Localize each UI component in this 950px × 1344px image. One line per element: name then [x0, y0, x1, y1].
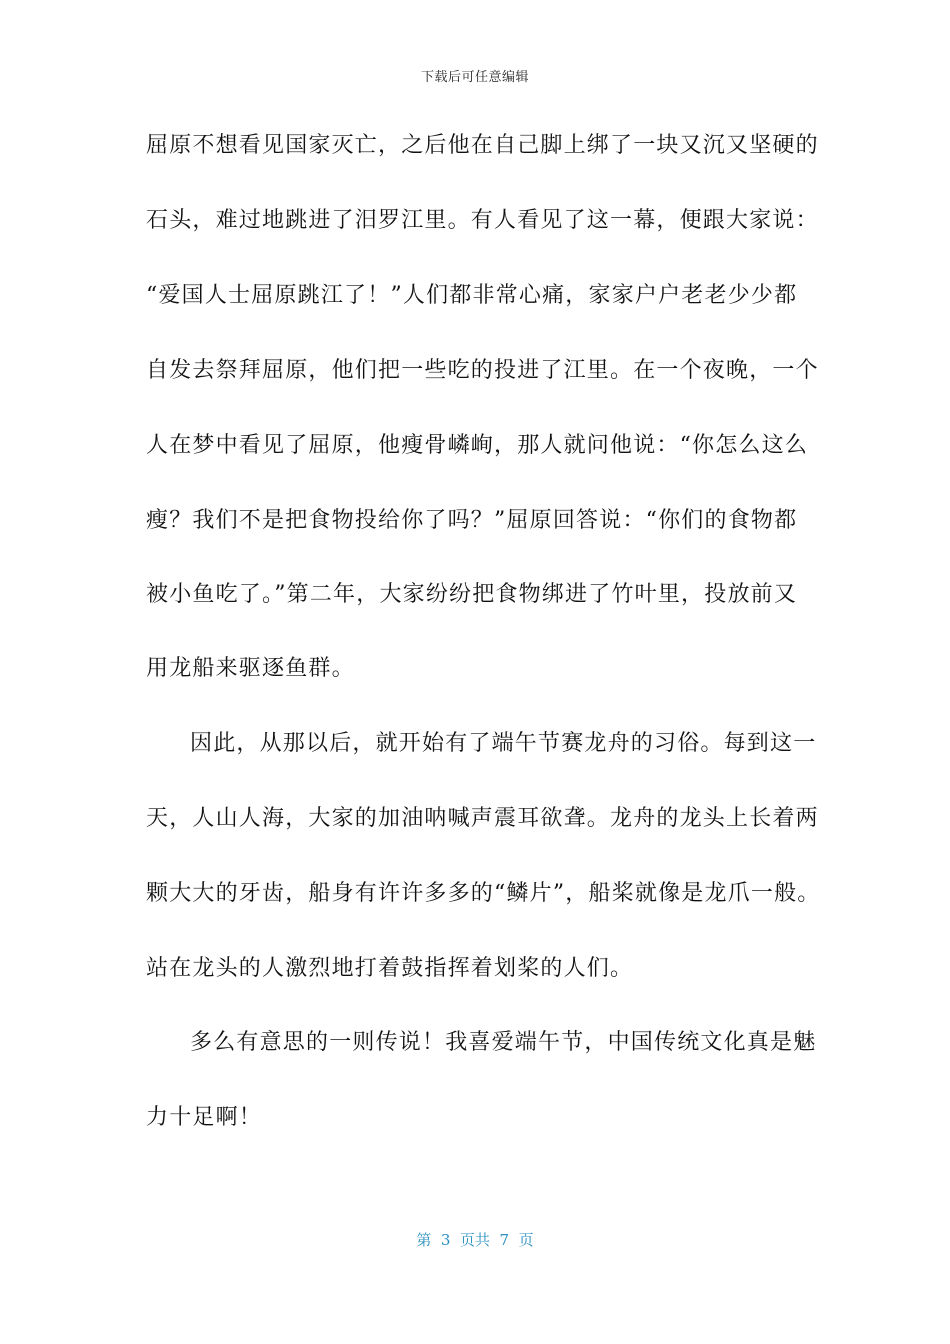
text-line: 人在梦中看见了屈原，他瘦骨嶙峋，那人就问他说：“你怎么这么: [146, 433, 809, 458]
text-line: 被小鱼吃了。”第二年，大家纷纷把食物绑进了竹叶里，投放前又: [146, 582, 798, 607]
paragraph-start-line: 多么有意思的一则传说！我喜爱端午节，中国传统文化真是魅: [190, 1030, 817, 1055]
text-line: 屈原不想看见国家灭亡，之后他在自己脚上绑了一块又沉又坚硬的: [146, 133, 819, 158]
text-line: 自发去祭拜屈原，他们把一些吃的投进了江里。在一个夜晚，一个: [146, 358, 819, 383]
text-line: 力十足啊！: [146, 1105, 263, 1130]
text-line: 站在龙头的人激烈地打着鼓指挥着划桨的人们。: [146, 956, 634, 981]
page-footer: 第 3 页共 7 页: [416, 1231, 534, 1249]
paragraph-start-line: 因此，从那以后，就开始有了端午节赛龙舟的习俗。每到这一: [190, 731, 817, 756]
text-line: 颗大大的牙齿，船身有许许多多的“鳞片”，船桨就像是龙爪一般。: [146, 881, 821, 906]
text-line: 用龙船来驱逐鱼群。: [146, 656, 355, 681]
text-line: 瘦？我们不是把食物投给你了吗？”屈原回答说：“你们的食物都: [146, 508, 798, 533]
text-line: “爱国人士屈原跳江了！”人们都非常心痛，家家户户老老少少都: [146, 283, 798, 308]
header-note: 下载后可任意编辑: [420, 70, 529, 85]
text-line: 石头，难过地跳进了汨罗江里。有人看见了这一幕，便跟大家说：: [146, 208, 819, 233]
text-line: 天，人山人海，大家的加油呐喊声震耳欲聋。龙舟的龙头上长着两: [146, 806, 819, 831]
